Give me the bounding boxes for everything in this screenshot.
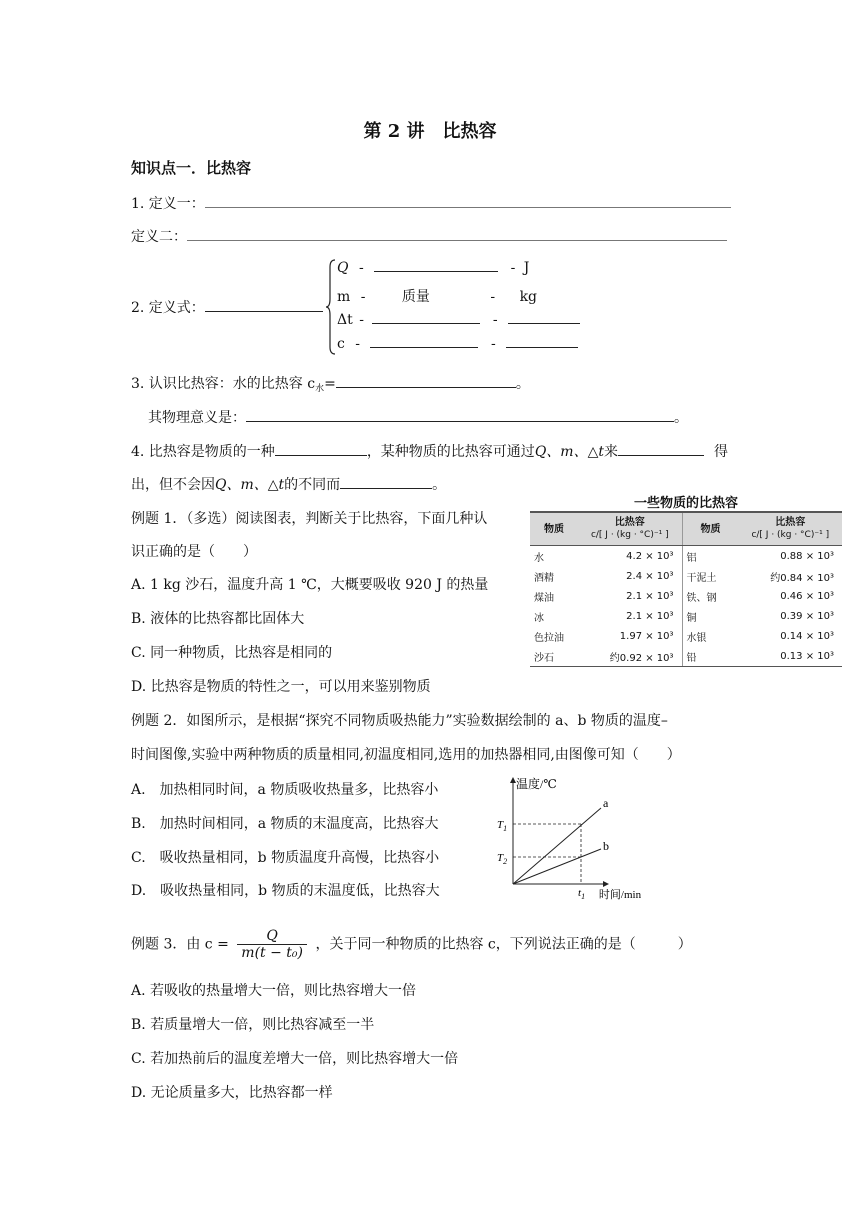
substance-cell: 铝: [686, 552, 697, 564]
ex3-stem-start: 例题 3．由 c =: [131, 936, 229, 953]
table-header-row: [530, 512, 842, 546]
header-value: [739, 512, 842, 546]
quantity-name: 质量: [401, 289, 430, 305]
period: 。: [674, 410, 688, 426]
t1-label: $T_1$: [497, 819, 508, 833]
substance-cell: 色拉油: [534, 632, 564, 644]
table-row: [530, 646, 842, 667]
answer-blank[interactable]: [374, 270, 498, 272]
answer-blank[interactable]: [506, 346, 578, 348]
q2-formula: [131, 297, 323, 317]
specific-heat-table: [530, 511, 842, 667]
brace-icon: [326, 259, 336, 355]
q4-text: 4. 比热容是物质的一种: [131, 444, 275, 460]
q4-vars: Q、m、△t: [534, 444, 604, 460]
series-label-a: a: [603, 796, 609, 810]
ex1-stem-2: 识正确的是（ ）: [131, 544, 257, 560]
time-t1-label: $t_1$: [578, 887, 586, 901]
q4-text: 的不同而: [284, 477, 341, 493]
q2-row-q: [337, 260, 529, 276]
symbol-m: m: [337, 289, 351, 305]
answer-blank[interactable]: [618, 454, 704, 456]
t2-label: $T_2$: [497, 852, 508, 866]
substance-cell: 水: [534, 552, 544, 564]
substance-cell: 水银: [686, 632, 707, 644]
table-row: [530, 566, 842, 586]
table-row: [530, 546, 842, 567]
q3-line-1: [131, 373, 530, 394]
line-a: [513, 808, 601, 884]
header-substance: 物质: [530, 512, 578, 546]
ex2-option-d[interactable]: D. 吸收热量相同，b 物质的末温度低，比热容大: [131, 883, 440, 899]
dash: -: [358, 260, 364, 276]
table-row: [530, 626, 842, 646]
q2-row-dt: [337, 312, 580, 328]
substance-cell: 铅: [682, 646, 739, 667]
dash: -: [510, 260, 516, 276]
ex1-stem-1: 例题 1．（多选）阅读图表，判断关于比热容，下面几种认: [131, 511, 488, 527]
substance-cell: 干泥土: [686, 572, 717, 584]
ex2-option-c[interactable]: C. 吸收热量相同，b 物质温度升高慢，比热容小: [131, 850, 440, 866]
answer-blank[interactable]: [205, 206, 731, 208]
x-axis-label: 时间/min: [598, 889, 642, 901]
table-row: [530, 606, 842, 626]
q2-row-m: [337, 286, 537, 306]
q4-text: 出，但不会因: [131, 477, 215, 493]
answer-blank[interactable]: [336, 386, 516, 388]
answer-blank[interactable]: [370, 346, 478, 348]
q4-text: 。: [432, 477, 447, 493]
value-cell: 0.13 × 10³: [739, 646, 842, 667]
ex1-option-a[interactable]: A. 1 kg 沙石，温度升高 1 ℃，大概要吸收 920 J 的热量: [131, 577, 489, 593]
y-axis-label: 温度/℃: [516, 777, 557, 791]
ex1-option-b[interactable]: B. 液体的比热容都比固体大: [131, 611, 305, 627]
substance-cell: 沙石: [530, 646, 578, 667]
q4-text: ，某种物质的比热容可通过: [366, 444, 535, 460]
section-heading: 知识点一．比热容: [131, 159, 252, 177]
formula-fraction: [237, 928, 307, 961]
ex2-option-b[interactable]: B. 加热时间相同，a 物质的末温度高，比热容大: [131, 816, 439, 832]
ex3-option-c[interactable]: C. 若加热前后的温度差增大一倍，则比热容增大一倍: [131, 1051, 459, 1067]
ex1-option-d[interactable]: D. 比热容是物质的特性之一，可以用来鉴别物质: [131, 679, 431, 695]
line-b: [513, 849, 601, 884]
table-caption: 一些物质的比热容: [633, 496, 738, 511]
value-cell: 4.2 × 10³: [578, 546, 682, 567]
answer-blank[interactable]: [246, 420, 674, 422]
ex2-stem-2: 时间图像,实验中两种物质的质量相同,初温度相同,选用的加热器相同,由图像可知（ ）: [131, 747, 681, 763]
unit-label: J: [523, 260, 530, 276]
answer-blank[interactable]: [187, 239, 727, 241]
subscript: 水: [315, 384, 325, 394]
substance-cell: 铜: [686, 612, 697, 624]
value-cell: 0.46 × 10³: [780, 590, 834, 602]
answer-blank[interactable]: [275, 454, 367, 456]
q1-definition-1: [131, 193, 731, 213]
ex3-option-a[interactable]: A. 若吸收的热量增大一倍，则比热容增大一倍: [131, 983, 417, 999]
table-row: [530, 586, 842, 606]
dash: -: [359, 312, 364, 328]
series-label-b: b: [603, 839, 609, 853]
symbol-q: Q: [337, 260, 349, 276]
q1-def2-label: 定义二：: [131, 229, 187, 245]
page-title: 第 2 讲 比热容: [363, 121, 497, 142]
value-cell: 约0.84 × 10³: [770, 572, 834, 584]
value-cell: 0.39 × 10³: [780, 610, 834, 622]
header-value: [578, 512, 682, 546]
ex2-option-a[interactable]: A. 加热相同时间，a 物质吸收热量多，比热容小: [131, 782, 439, 798]
ex3-stem-end: ，关于同一种物质的比热容 c，下列说法正确的是（ ）: [315, 936, 692, 953]
ex1-option-c[interactable]: C. 同一种物质，比热容是相同的: [131, 645, 333, 661]
q3-text: 3. 认识比热容：水的比热容 c: [131, 376, 316, 392]
symbol-c: c: [337, 336, 345, 352]
q4-line-2: [131, 474, 446, 494]
q3-line-2: [148, 407, 688, 427]
formula-blank[interactable]: [205, 310, 323, 312]
value-cell: 1.97 × 10³: [578, 626, 682, 646]
value-cell: 0.14 × 10³: [780, 630, 834, 642]
substance-cell: 酒精: [534, 572, 554, 584]
dash: -: [492, 312, 498, 328]
unit-label: kg: [519, 289, 538, 305]
answer-blank[interactable]: [372, 322, 480, 324]
header-value-line-2: c/[ J · (kg · °C)⁻¹ ]: [590, 530, 669, 540]
answer-blank[interactable]: [508, 322, 580, 324]
q4-text: 来: [603, 444, 618, 460]
ex3-stem: [131, 928, 692, 961]
q4-text: 得: [713, 444, 728, 460]
dash: -: [360, 289, 366, 305]
header-substance: 物质: [682, 512, 739, 546]
ex3-option-d[interactable]: D. 无论质量多大，比热容都一样: [131, 1085, 333, 1101]
header-value-line-2: c/[ J · (kg · °C)⁻¹ ]: [751, 530, 830, 540]
q4-line-1: [131, 441, 728, 461]
substance-cell: 冰: [534, 612, 544, 624]
value-cell: 2.1 × 10³: [578, 586, 682, 606]
answer-blank[interactable]: [340, 487, 432, 489]
value-cell: 约0.92 × 10³: [578, 646, 682, 667]
header-value-line-1: 比热容: [775, 517, 806, 528]
dash: -: [355, 336, 361, 352]
q2-row-c: [337, 336, 578, 352]
temperature-time-graph: [494, 770, 678, 902]
equals: =: [324, 376, 336, 392]
symbol-delta-t: Δt: [337, 312, 353, 328]
ex3-option-b[interactable]: B. 若质量增大一倍，则比热容减至一半: [131, 1017, 375, 1033]
q4-vars: Q、m、△t: [215, 477, 285, 493]
fraction-denominator: m(t − t₀): [241, 945, 303, 961]
q1-definition-2: [131, 226, 727, 246]
value-cell: 2.4 × 10³: [578, 566, 682, 586]
dash: -: [490, 289, 496, 305]
q2-label: 2. 定义式：: [131, 300, 205, 316]
period: 。: [515, 376, 530, 392]
fraction-numerator: Q: [237, 928, 307, 945]
header-value-line-1: 比热容: [614, 517, 645, 528]
ex2-stem-1: 例题 2．如图所示，是根据“探究不同物质吸热能力”实验数据绘制的 a、b 物质的温度–: [131, 713, 668, 729]
q1-def1-label: 1. 定义一：: [131, 196, 205, 212]
value-cell: 2.1 × 10³: [578, 606, 682, 626]
value-cell: 0.88 × 10³: [780, 550, 834, 562]
substance-cell: 铁、钢: [686, 592, 717, 604]
substance-cell: 煤油: [534, 592, 554, 604]
q3-meaning-label: 其物理意义是：: [148, 410, 246, 426]
dash: -: [490, 336, 496, 352]
